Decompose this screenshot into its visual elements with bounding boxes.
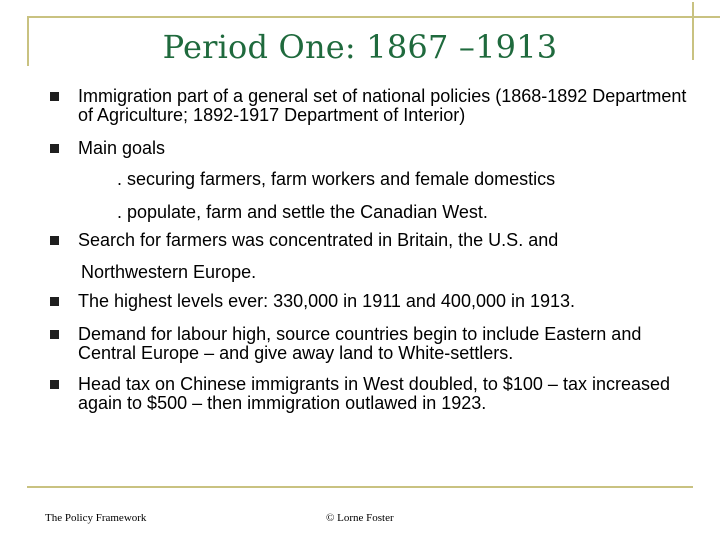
bullet-square-icon: [50, 144, 59, 153]
bullet-text-demand-labour: Demand for labour high, source countries begin to include Eastern and Central Europe – and give away land to White-settlers.: [78, 324, 642, 363]
bullet-text-search-farmers: Search for farmers was concentrated in Britain, the U.S. and: [78, 230, 559, 250]
footer-right-text: © Lorne Foster: [326, 512, 394, 524]
footer-left-text: The Policy Framework: [45, 512, 147, 524]
bullet-square-icon: [50, 92, 59, 101]
bullet-text-immigration: Immigration part of a general set of national policies (1868-1892 Department of Agriculture; 1892-1917 Department of Interior): [78, 86, 687, 125]
slide-title: Period One: 1867 –1913: [162, 28, 558, 66]
bullet-text-main-goals: Main goals: [78, 138, 166, 158]
bullet-square-icon: [50, 330, 59, 339]
bullet-square-icon: [50, 236, 59, 245]
frame-top-line: [27, 16, 720, 18]
bullet-square-icon: [50, 297, 59, 306]
frame-bottom-line: [27, 486, 693, 488]
bullet-text-highest-levels: The highest levels ever: 330,000 in 1911 and 400,000 in 1913.: [78, 291, 576, 311]
bullet-text-head-tax: Head tax on Chinese immigrants in West doubled, to $100 – tax increased again to $500 – then immigration outlawed in 1923.: [78, 374, 671, 413]
subitem-populate-west: . populate, farm and settle the Canadian West.: [117, 202, 488, 222]
bullet-text-search-farmers-cont: Northwestern Europe.: [81, 262, 257, 282]
subitem-securing-farmers: . securing farmers, farm workers and female domestics: [117, 169, 556, 189]
bullet-square-icon: [50, 380, 59, 389]
